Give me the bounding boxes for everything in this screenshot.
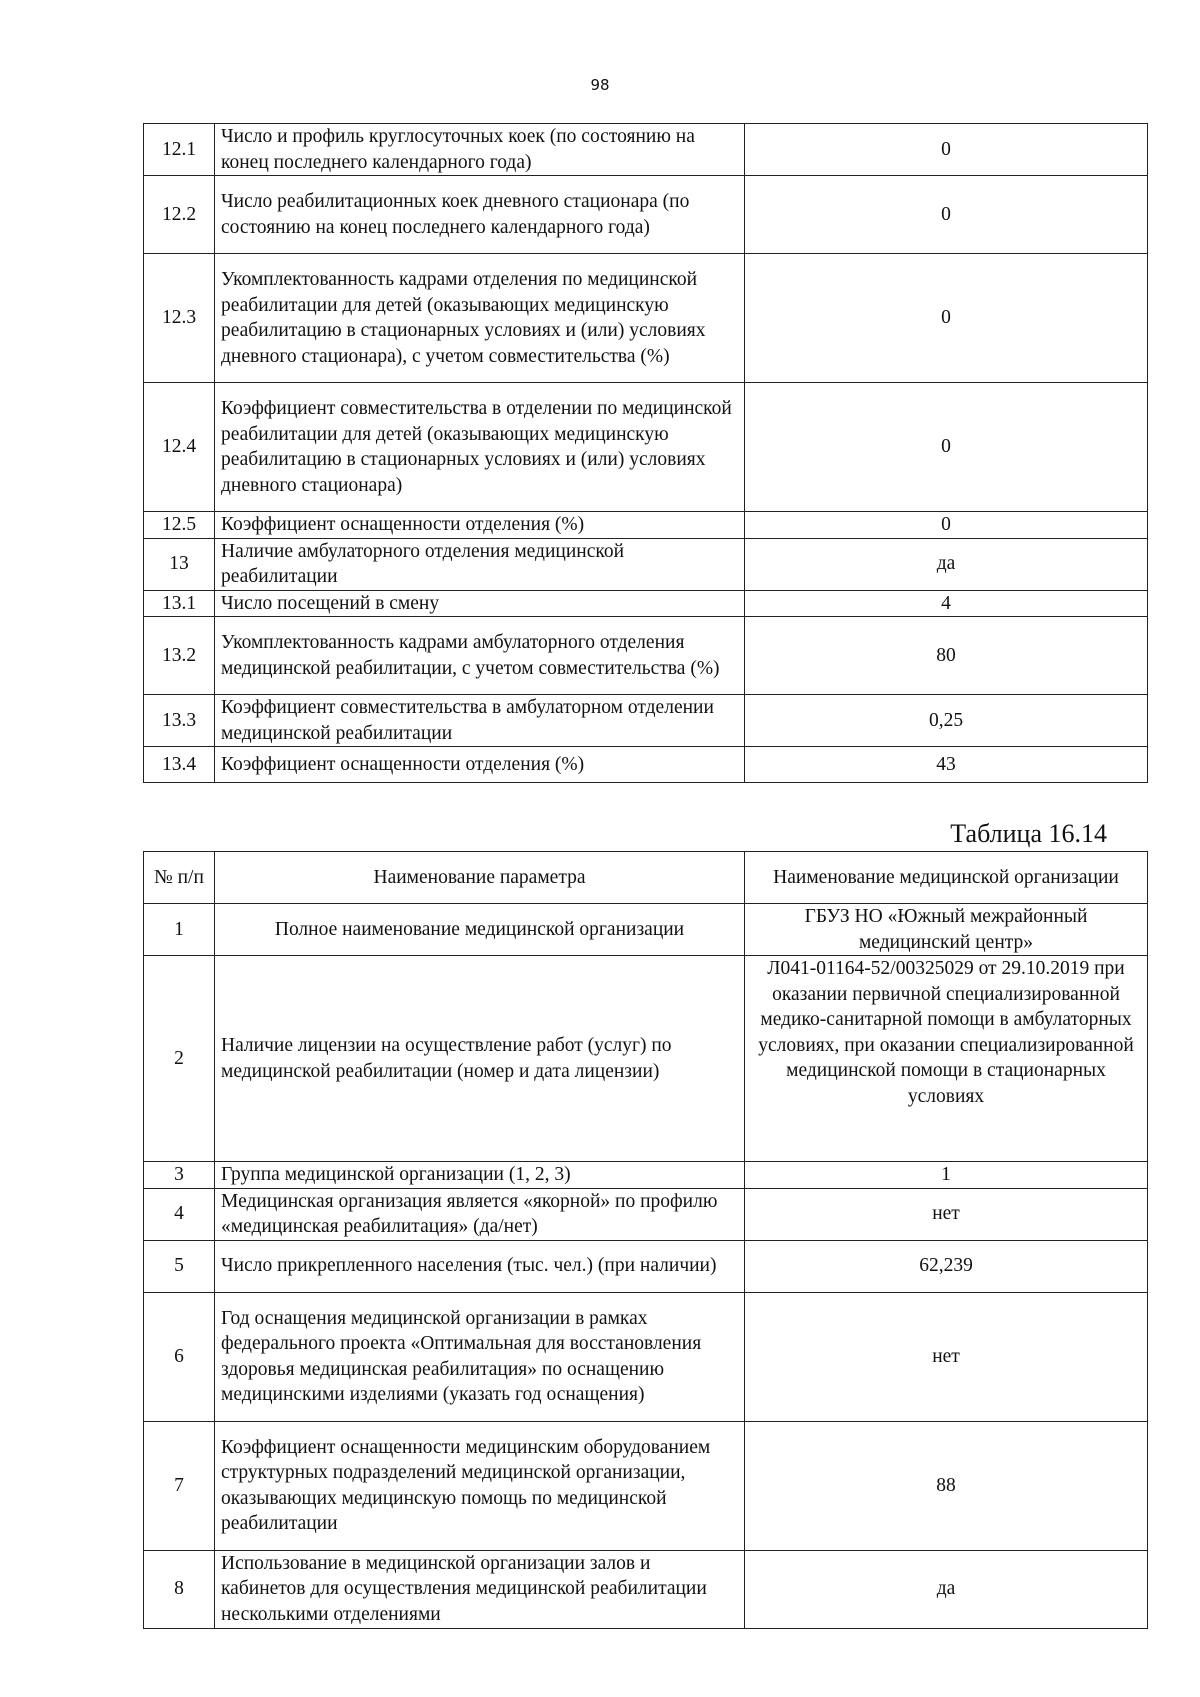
table-row [144, 617, 1148, 695]
table-row [144, 1162, 1148, 1189]
row-number: 13.4 [144, 747, 215, 783]
table-row [144, 590, 1148, 617]
table-row [144, 695, 1148, 747]
row-number: 12.2 [144, 176, 215, 254]
parameter-name: Коэффициент оснащенности отделения (%) [215, 512, 745, 539]
parameter-name: Медицинская организация является «якорной» по профилю «медицинская реабилитация» (да/нет) [215, 1188, 745, 1240]
parameter-value: 0,25 [745, 695, 1148, 747]
parameter-name: Коэффициент совместительства в отделении по медицинской реабилитации для детей (оказывающих медицинскую реабилитацию в стационарных условиях и (или) условиях дневного стационара) [215, 383, 745, 512]
parameter-value: 88 [745, 1421, 1148, 1550]
parameter-name: Укомплектованность кадрами амбулаторного отделения медицинской реабилитации, с учетом совместительства (%) [215, 617, 745, 695]
row-number: 4 [144, 1188, 215, 1240]
row-number: 13 [144, 538, 215, 590]
table-row [144, 956, 1148, 1162]
table-row [144, 254, 1148, 383]
parameter-value: 0 [745, 383, 1148, 512]
table-row [144, 1550, 1148, 1628]
parameter-name: Год оснащения медицинской организации в рамках федерального проекта «Оптимальная для восстановления здоровья медицинская реабилитация» по оснащению медицинскими изделиями (указать год оснащения) [215, 1292, 745, 1421]
row-number: 8 [144, 1550, 215, 1628]
parameter-value: 0 [745, 124, 1148, 176]
parameter-value: Л041-01164-52/00325029 от 29.10.2019 при оказании первичной специализированной медико-санитарной помощи в амбулаторных условиях, при оказании специализированной медицинской помощи в стационарных условиях [745, 956, 1148, 1162]
row-number: 12.3 [144, 254, 215, 383]
parameter-value: нет [745, 1292, 1148, 1421]
parameter-name: Наличие амбулаторного отделения медицинской реабилитации [215, 538, 745, 590]
row-number: 12.1 [144, 124, 215, 176]
parameter-name: Группа медицинской организации (1, 2, 3) [215, 1162, 745, 1189]
parameter-value: 80 [745, 617, 1148, 695]
row-number: 2 [144, 956, 215, 1162]
parameter-name: Коэффициент оснащенности отделения (%) [215, 747, 745, 783]
table-row [144, 512, 1148, 539]
table-row [144, 1421, 1148, 1550]
row-number: 13.1 [144, 590, 215, 617]
row-number: 12.4 [144, 383, 215, 512]
column-header-parameter: Наименование параметра [215, 852, 745, 904]
row-number: 12.5 [144, 512, 215, 539]
table-row [144, 383, 1148, 512]
parameter-value: 0 [745, 176, 1148, 254]
table-row [144, 176, 1148, 254]
parameter-value: да [745, 1550, 1148, 1628]
parameter-name: Использование в медицинской организации залов и кабинетов для осуществления медицинской реабилитации несколькими отделениями [215, 1550, 745, 1628]
row-number: 13.2 [144, 617, 215, 695]
organization-table [143, 851, 1148, 1629]
table-row [144, 538, 1148, 590]
parameter-name: Число посещений в смену [215, 590, 745, 617]
parameter-name: Число и профиль круглосуточных коек (по состоянию на конец последнего календарного года) [215, 124, 745, 176]
table-caption: Таблица 16.14 [950, 819, 1107, 848]
table-row [144, 1188, 1148, 1240]
parameter-value: 0 [745, 254, 1148, 383]
table-row [144, 124, 1148, 176]
table-row [144, 904, 1148, 956]
parameter-name: Полное наименование медицинской организации [215, 904, 745, 956]
parameter-value: ГБУЗ НО «Южный межрайонный медицинский центр» [745, 904, 1148, 956]
row-number: 1 [144, 904, 215, 956]
parameters-table-continued [143, 123, 1148, 783]
row-number: 13.3 [144, 695, 215, 747]
row-number: 6 [144, 1292, 215, 1421]
parameter-name: Наличие лицензии на осуществление работ (услуг) по медицинской реабилитации (номер и дата лицензии) [215, 956, 745, 1162]
table-row [144, 1240, 1148, 1292]
parameter-name: Коэффициент совместительства в амбулаторном отделении медицинской реабилитации [215, 695, 745, 747]
table-row [144, 1292, 1148, 1421]
column-header-organization: Наименование медицинской организации [745, 852, 1148, 904]
parameter-name: Коэффициент оснащенности медицинским оборудованием структурных подразделений медицинской организации, оказывающих медицинскую помощь по медицинской реабилитации [215, 1421, 745, 1550]
parameter-value: 1 [745, 1162, 1148, 1189]
parameter-name: Укомплектованность кадрами отделения по медицинской реабилитации для детей (оказывающих медицинскую реабилитацию в стационарных условиях и (или) условиях дневного стационара), с учетом совместительства (%) [215, 254, 745, 383]
column-header-number: № п/п [144, 852, 215, 904]
parameter-value: нет [745, 1188, 1148, 1240]
parameter-name: Число реабилитационных коек дневного стационара (по состоянию на конец последнего календарного года) [215, 176, 745, 254]
parameter-value: 62,239 [745, 1240, 1148, 1292]
parameter-value: 4 [745, 590, 1148, 617]
parameter-value: 43 [745, 747, 1148, 783]
parameter-value: 0 [745, 512, 1148, 539]
parameter-value: да [745, 538, 1148, 590]
row-number: 3 [144, 1162, 215, 1189]
page-number: 98 [590, 76, 610, 94]
table-header-row [144, 852, 1148, 904]
table-row [144, 747, 1148, 783]
parameter-name: Число прикрепленного населения (тыс. чел.) (при наличии) [215, 1240, 745, 1292]
row-number: 7 [144, 1421, 215, 1550]
row-number: 5 [144, 1240, 215, 1292]
